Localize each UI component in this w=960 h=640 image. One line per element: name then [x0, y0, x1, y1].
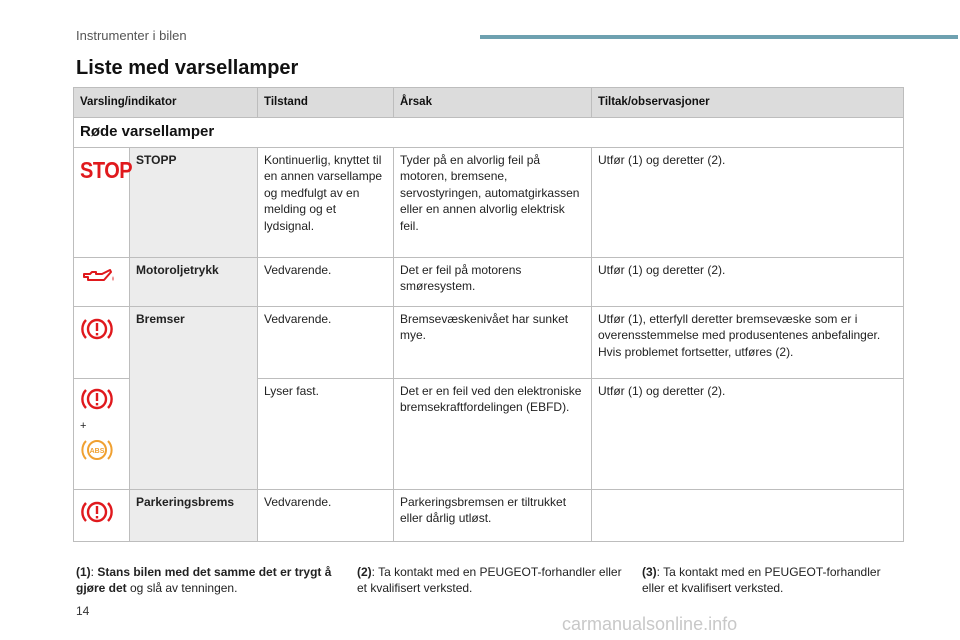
header-accent-bar	[480, 35, 958, 39]
watermark: carmanualsonline.info	[562, 614, 738, 634]
cause-cell: Parkeringsbremsen er tiltrukket eller dårlig utløst.	[394, 489, 592, 541]
indicator-name: STOPP	[130, 147, 258, 257]
table-row	[74, 257, 904, 306]
brake-warning-icon	[80, 498, 114, 526]
page-title: Liste med varsellamper	[76, 57, 299, 79]
indicator-icon-cell	[74, 306, 130, 378]
cause-cell: Det er en feil ved den elektroniske bremsekraftfordelingen (EBFD).	[394, 378, 592, 489]
indicator-name: Motoroljetrykk	[130, 257, 258, 306]
action-cell: Utfør (1) og deretter (2).	[592, 257, 904, 306]
indicator-icon-cell	[74, 378, 130, 489]
warning-lamps-table	[73, 87, 904, 542]
table-row	[74, 489, 904, 541]
action-cell: Utfør (1) og deretter (2).	[592, 378, 904, 489]
column-header-condition: Tilstand	[258, 88, 394, 118]
indicator-icon-cell	[74, 489, 130, 541]
footnote-separator: :	[90, 565, 98, 579]
table-header-row	[74, 88, 904, 118]
abs-icon	[80, 436, 114, 464]
column-header-indicator: Varsling/indikator	[74, 88, 258, 118]
footnote-ref: (1)	[76, 565, 91, 579]
condition-cell: Lyser fast.	[258, 378, 394, 489]
footnote-emphasis: Stans bilen med det samme det er trygt å gjøre det	[76, 565, 332, 596]
condition-cell: Kontinuerlig, knyttet til en annen varsellampe og medfulgt av en melding og et lydsignal.	[258, 147, 394, 257]
condition-cell: Vedvarende.	[258, 257, 394, 306]
footnote-1	[76, 564, 346, 596]
oil-can-icon	[80, 266, 116, 288]
condition-cell: Vedvarende.	[258, 306, 394, 378]
section-row	[74, 118, 904, 148]
footnote-text: : Ta kontakt med en PEUGEOT-forhandler eller et kvalifisert verksted.	[642, 565, 881, 596]
cause-cell: Bremsevæskenivået har sunket mye.	[394, 306, 592, 378]
column-header-cause: Årsak	[394, 88, 592, 118]
indicator-name: Bremser	[130, 306, 258, 489]
footnote-ref: (3)	[642, 565, 657, 579]
running-header: Instrumenter i bilen	[76, 28, 187, 43]
plus-sign: +	[80, 420, 87, 433]
abs-label: ABS	[89, 448, 105, 456]
stop-icon: STOP	[80, 157, 133, 184]
action-cell	[592, 489, 904, 541]
table-row	[74, 306, 904, 378]
brake-warning-icon	[80, 385, 114, 413]
footnote-ref: (2)	[357, 565, 372, 579]
section-title: Røde varsellamper	[74, 118, 904, 148]
action-cell: Utfør (1) og deretter (2).	[592, 147, 904, 257]
indicator-icon-cell	[74, 147, 133, 257]
footnote-text: : Ta kontakt med en PEUGEOT-forhandler eller et kvalifisert verksted.	[357, 565, 622, 596]
indicator-icon-cell	[74, 257, 130, 306]
cause-cell: Tyder på en alvorlig feil på motoren, bremsene, servostyringen, automatgirkassen eller en annen alvorlig elektrisk feil.	[394, 147, 592, 257]
indicator-name: Parkeringsbrems	[130, 489, 258, 541]
footnote-text: og slå av tenningen.	[126, 581, 238, 596]
brake-warning-icon	[80, 315, 114, 343]
footnote-3	[642, 564, 902, 596]
footnote-2	[357, 564, 622, 596]
table-row	[74, 147, 904, 257]
column-header-action: Tiltak/observasjoner	[592, 88, 904, 118]
page-number: 14	[76, 604, 90, 618]
condition-cell: Vedvarende.	[258, 489, 394, 541]
action-cell: Utfør (1), etterfyll deretter bremsevæske som er i overensstemmelse med produsentenes anbefalinger. Hvis problemet fortsetter, utføres (2).	[592, 306, 904, 378]
cause-cell: Det er feil på motorens smøresystem.	[394, 257, 592, 306]
